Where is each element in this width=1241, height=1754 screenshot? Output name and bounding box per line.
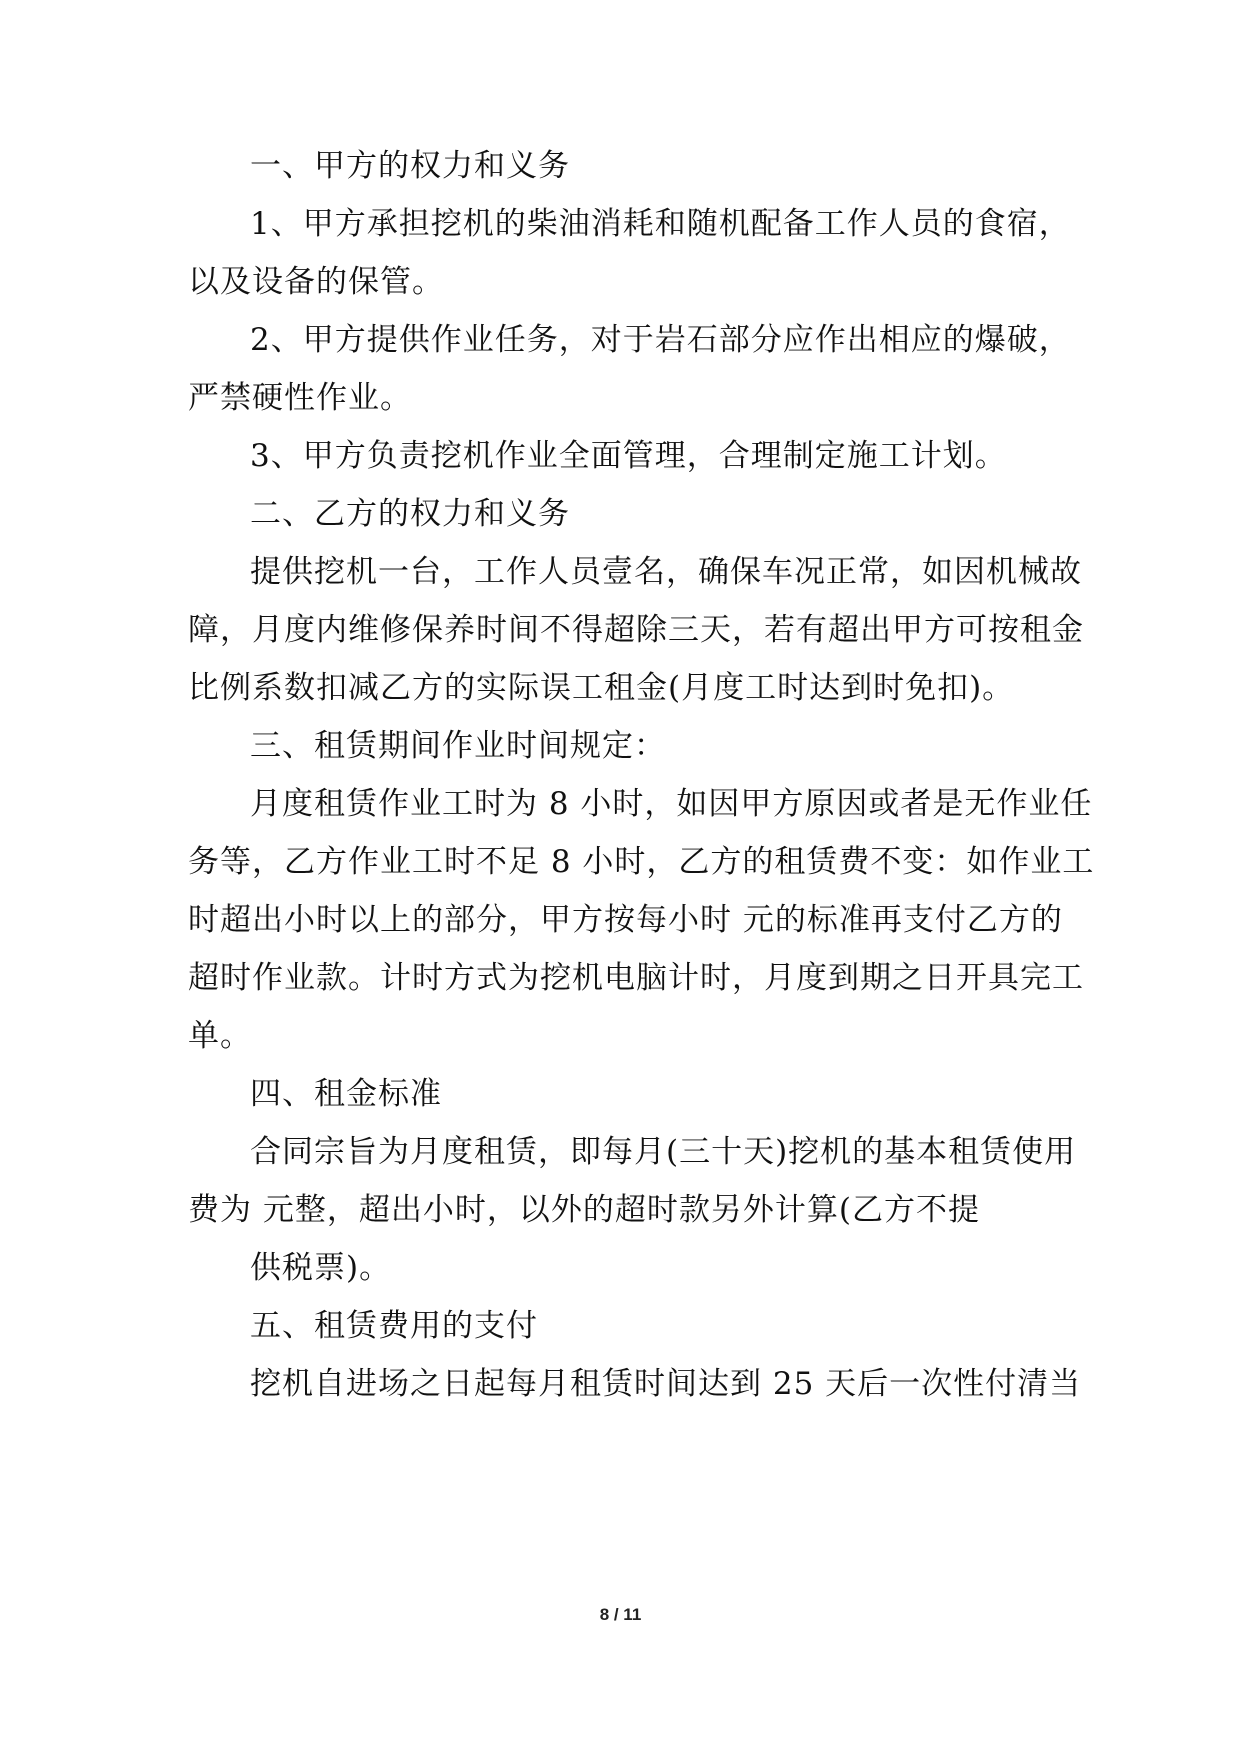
section-heading-2: 二、乙方的权力和义务 xyxy=(250,496,570,532)
section-heading-3: 三、租赁期间作业时间规定： xyxy=(250,728,666,764)
clause-text: 2、甲方提供作业任务，对于岩石部分应作出相应的爆破， xyxy=(250,322,1071,358)
clause-text: 费为 元整，超出小时，以外的超时款另外计算(乙方不提 xyxy=(188,1192,980,1228)
clause-text: 月度租赁作业工时为 8 小时，如因甲方原因或者是无作业任 xyxy=(250,786,1093,822)
clause-text: 障，月度内维修保养时间不得超除三天，若有超出甲方可按租金 xyxy=(188,612,1084,648)
clause-text: 提供挖机一台，工作人员壹名，确保车况正常，如因机械故 xyxy=(250,554,1082,590)
clause-text: 超时作业款。计时方式为挖机电脑计时，月度到期之日开具完工 xyxy=(188,960,1084,996)
clause-text: 时超出小时以上的部分，甲方按每小时 元的标准再支付乙方的 xyxy=(188,902,1063,938)
clause-text: 3、甲方负责挖机作业全面管理，合理制定施工计划。 xyxy=(250,438,1007,474)
clause-text: 以及设备的保管。 xyxy=(188,264,444,300)
clause-text: 挖机自进场之日起每月租赁时间达到 25 天后一次性付清当 xyxy=(250,1366,1082,1402)
page-number: 8 / 11 xyxy=(599,1605,642,1624)
clause-text: 1、甲方承担挖机的柴油消耗和随机配备工作人员的食宿， xyxy=(250,206,1071,242)
section-heading-4: 四、租金标准 xyxy=(250,1076,442,1112)
clause-text: 供税票)。 xyxy=(250,1250,392,1286)
section-heading-5: 五、租赁费用的支付 xyxy=(250,1308,538,1344)
clause-text: 单。 xyxy=(188,1018,252,1054)
clause-text: 务等，乙方作业工时不足 8 小时，乙方的租赁费不变：如作业工 xyxy=(188,844,1095,880)
clause-text: 比例系数扣减乙方的实际误工租金(月度工时达到时免扣)。 xyxy=(188,670,1015,706)
clause-text: 合同宗旨为月度租赁，即每月(三十天)挖机的基本租赁使用 xyxy=(250,1134,1077,1170)
section-heading-1: 一、甲方的权力和义务 xyxy=(250,148,570,184)
clause-text: 严禁硬性作业。 xyxy=(188,380,412,416)
